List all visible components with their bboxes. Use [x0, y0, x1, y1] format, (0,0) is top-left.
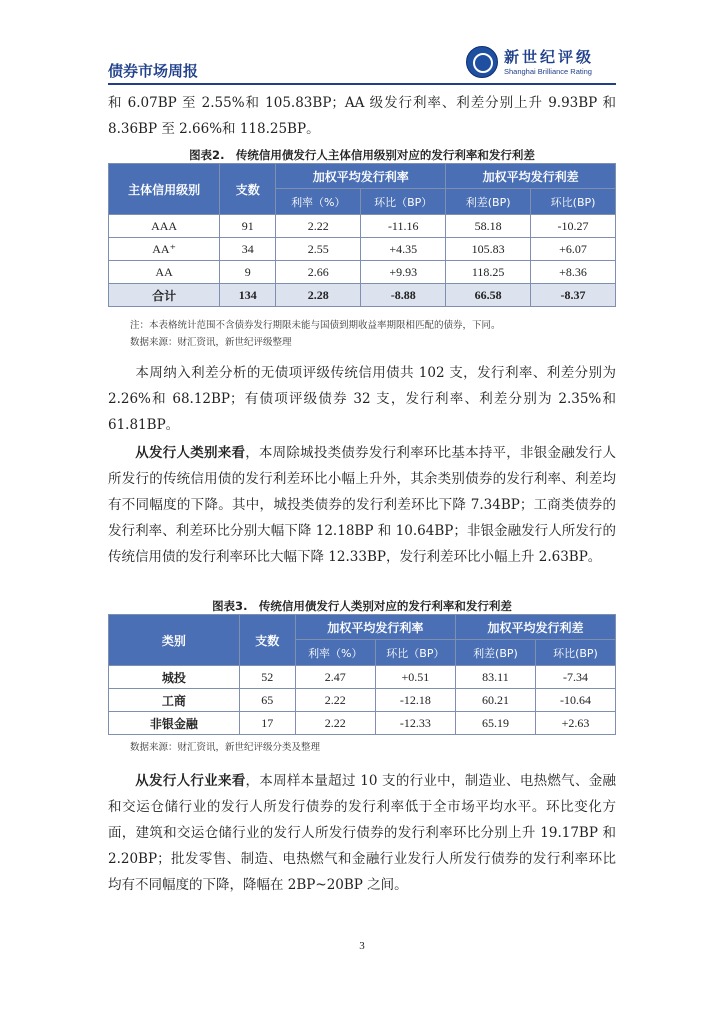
table3-header-rate-chg: 环比（BP） [375, 640, 455, 666]
table2-cell-name: AA [109, 261, 220, 284]
table3-cell-name: 工商 [109, 689, 240, 712]
table3-caption: 图表3. 传统信用债发行人类别对应的发行利率和发行利差 [212, 599, 512, 613]
paragraph-text: ，本周除城投类债券发行利率环比基本持平，非银金融发行人所发行的传统信用债的发行利差环比小幅上升外，其余类别债券的发行利率、利差均有不同幅度的下降。其中，城投类债券的发行利差环比下降 7.34BP；工商类债券的发行利率、利差环比分别大幅下降 12.18BP 和 10.64BP；非银金融发行人所发行的传统信用债的发行利率环比大幅下降 12.33BP，发行利差环比小幅上升 2.63BP。 [108, 445, 617, 565]
table2-total-name: 合计 [109, 284, 220, 307]
brand-name-en: Shanghai Brilliance Rating [504, 67, 592, 76]
table2-total-count: 134 [220, 284, 276, 307]
table2-cell-name: AAA [109, 215, 220, 238]
table2-cell-spread: 105.83 [446, 238, 531, 261]
table2-cell-count: 9 [220, 261, 276, 284]
table3-header-rate: 利率（%） [295, 640, 375, 666]
paragraph-continued: 和 6.07BP 至 2.55%和 105.83BP；AA 级发行利率、利差分别上升 9.93BP 和 8.36BP 至 2.66%和 118.25BP。 [108, 95, 616, 137]
table3-header-spread-group: 加权平均发行利差 [455, 615, 615, 640]
table3-header-spread-chg: 环比(BP) [535, 640, 615, 666]
table2-cell-rate: 2.22 [276, 215, 361, 238]
table2-cell-spread: 118.25 [446, 261, 531, 284]
table2-total-rate-chg: -8.88 [361, 284, 446, 307]
table-row [109, 689, 616, 712]
table2-total-spread-chg: -8.37 [531, 284, 616, 307]
table2-note: 注：本表格统计范围不含债券发行期限未能与国债到期收益率期限相匹配的债券，下同。 [130, 320, 501, 331]
table2-total-rate: 2.28 [276, 284, 361, 307]
paragraph-text: 本周纳入利差分析的无债项评级传统信用债共 102 支，发行利率、利差分别为 2.26%和 68.12BP；有债项评级债券 32 支，发行利率、利差分别为 2.35%和 61.81BP。 [108, 365, 616, 433]
table3-header-spread: 利差(BP) [455, 640, 535, 666]
table3-header-rate-group: 加权平均发行利率 [295, 615, 455, 640]
paragraph-text: ，本周样本量超过 10 支的行业中，制造业、电热燃气、金融和交运仓储行业的发行人所发行债券的发行利率低于全市场平均水平。环比变化方面，建筑和交运仓储行业的发行人所发行债券的发行利率环比分别上升 19.17BP 和 2.20BP；批发零售、制造、电热燃气和金融行业发行人所发行债券的发行利率环比均有不同幅度的下降，降幅在 2BP~20BP 之间。 [108, 773, 617, 893]
brand-emblem-icon [466, 46, 498, 78]
paragraph-lead: 从发行人行业来看 [135, 773, 246, 789]
table3-cell-spread-chg: -10.64 [535, 689, 615, 712]
table2-cell-spread: 58.18 [446, 215, 531, 238]
table2-caption: 图表2. 传统信用债发行人主体信用级别对应的发行利率和发行利差 [189, 148, 535, 162]
table3-cell-rate: 2.47 [295, 666, 375, 689]
table-row [109, 238, 616, 261]
table2-cell-spread-chg: -10.27 [531, 215, 616, 238]
table2-cell-spread-chg: +6.07 [531, 238, 616, 261]
table3-cell-spread: 83.11 [455, 666, 535, 689]
table2-cell-rate-chg: -11.16 [361, 215, 446, 238]
table2-header-spread-group: 加权平均发行利差 [446, 164, 616, 189]
report-title: 债券市场周报 [108, 62, 199, 80]
table2-header-spread-chg: 环比(BP) [531, 189, 616, 215]
table2-rating-table [108, 163, 616, 307]
table3-cell-spread: 65.19 [455, 712, 535, 735]
table2-cell-count: 34 [220, 238, 276, 261]
table3-cell-rate: 2.22 [295, 712, 375, 735]
table2-cell-name: AA⁺ [109, 238, 220, 261]
table3-header-count: 支数 [239, 615, 295, 666]
table2-cell-rate-chg: +9.93 [361, 261, 446, 284]
table2-cell-spread-chg: +8.36 [531, 261, 616, 284]
table2-total-spread: 66.58 [446, 284, 531, 307]
table2-source: 数据来源：财汇资讯，新世纪评级整理 [130, 337, 292, 348]
brand-name-cn: 新世纪评级 [504, 48, 595, 66]
table2-header-count: 支数 [220, 164, 276, 215]
table3-cell-count: 65 [239, 689, 295, 712]
table2-cell-rate-chg: +4.35 [361, 238, 446, 261]
paragraph-industry [108, 768, 616, 898]
table-row [109, 261, 616, 284]
table-row [109, 666, 616, 689]
table3-issuer-type-table [108, 614, 616, 735]
table3-cell-count: 17 [239, 712, 295, 735]
table3-cell-name: 非银金融 [109, 712, 240, 735]
page-number: 3 [359, 940, 365, 952]
table-row [109, 712, 616, 735]
table2-header-rate-group: 加权平均发行利率 [276, 164, 446, 189]
table3-cell-rate: 2.22 [295, 689, 375, 712]
table2-header-rating: 主体信用级别 [109, 164, 220, 215]
table3-header-type: 类别 [109, 615, 240, 666]
paragraph-unrated-bonds [108, 360, 616, 438]
table3-cell-rate-chg: -12.18 [375, 689, 455, 712]
table3-cell-count: 52 [239, 666, 295, 689]
table2-total-row [109, 284, 616, 307]
table3-cell-rate-chg: -12.33 [375, 712, 455, 735]
table3-cell-spread-chg: +2.63 [535, 712, 615, 735]
brand-logo [466, 44, 616, 82]
page-header [108, 40, 616, 85]
table2-cell-rate: 2.55 [276, 238, 361, 261]
table-row [109, 215, 616, 238]
paragraph-lead: 从发行人类别来看 [135, 445, 246, 461]
table2-header-rate: 利率（%） [276, 189, 361, 215]
table2-cell-count: 91 [220, 215, 276, 238]
table2-header-spread: 利差(BP) [446, 189, 531, 215]
table2-header-rate-chg: 环比（BP） [361, 189, 446, 215]
header-divider [108, 83, 616, 85]
table2-cell-rate: 2.66 [276, 261, 361, 284]
table3-source: 数据来源：财汇资讯，新世纪评级分类及整理 [130, 742, 321, 753]
table3-cell-name: 城投 [109, 666, 240, 689]
table3-cell-rate-chg: +0.51 [375, 666, 455, 689]
paragraph-issuer-type [108, 440, 616, 570]
table3-cell-spread: 60.21 [455, 689, 535, 712]
table3-cell-spread-chg: -7.34 [535, 666, 615, 689]
